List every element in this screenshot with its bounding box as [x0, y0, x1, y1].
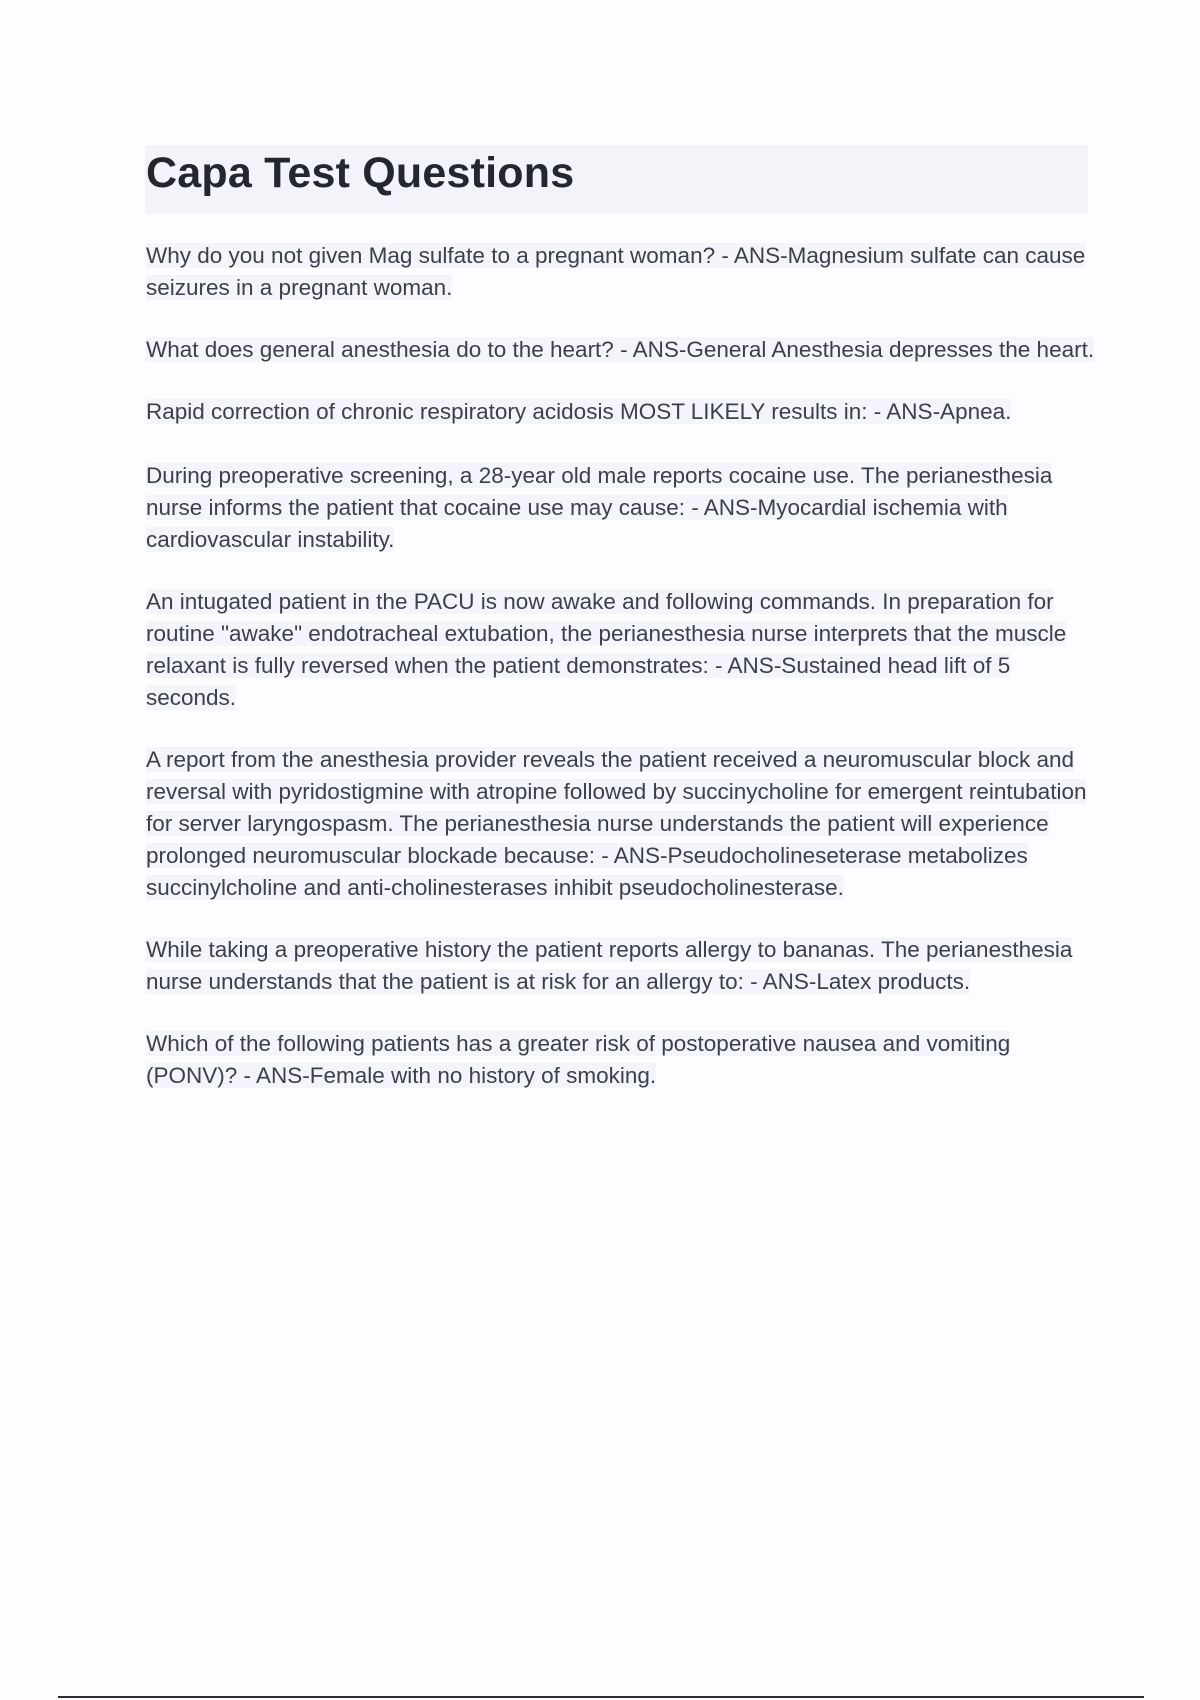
qa-text: During preoperative screening, a 28-year old male reports cocaine use. The perianesthesia nurse informs the patient that cocaine use may cause: - ANS-Myocardial ischemia with cardiovascular instability.	[146, 463, 1053, 552]
footer-rule	[58, 1696, 1144, 1698]
qa-item-6	[146, 744, 1096, 904]
qa-text: While taking a preoperative history the patient reports allergy to bananas. The perianesthesia nurse understands that the patient is at risk for an allergy to: - ANS-Latex products.	[146, 937, 1073, 994]
page-title: Capa Test Questions	[146, 149, 575, 197]
qa-text: Which of the following patients has a greater risk of postoperative nausea and vomiting (PONV)? - ANS-Female with no history of smoking.	[146, 1031, 1011, 1088]
qa-item-1	[146, 240, 1096, 304]
qa-item-3	[146, 396, 1096, 428]
qa-item-2	[146, 334, 1096, 366]
qa-text: What does general anesthesia do to the heart? - ANS-General Anesthesia depresses the heart.	[146, 337, 1095, 362]
qa-item-7	[146, 934, 1096, 998]
qa-text: Rapid correction of chronic respiratory acidosis MOST LIKELY results in: - ANS-Apnea.	[146, 399, 1012, 424]
qa-item-8	[146, 1028, 1096, 1092]
qa-text: A report from the anesthesia provider reveals the patient received a neuromuscular block and reversal with pyridostigmine with atropine followed by succinycholine for emergent reintubation for server laryngospasm. The perianesthesia nurse understands the patient will experience prolonged neuromuscular blockade because: - ANS-Pseudocholineseterase metabolizes succinylcholine and anti-cholinesterases inhibit pseudocholinesterase.	[146, 747, 1087, 900]
qa-item-4	[146, 460, 1096, 556]
qa-item-5	[146, 586, 1096, 714]
question-answer-list	[146, 240, 1096, 1122]
qa-text: An intugated patient in the PACU is now awake and following commands. In preparation for routine "awake" endotracheal extubation, the perianesthesia nurse interprets that the muscle relaxant is fully reversed when the patient demonstrates: - ANS-Sustained head lift of 5 seconds.	[146, 589, 1067, 710]
qa-text: Why do you not given Mag sulfate to a pregnant woman? - ANS-Magnesium sulfate can cause seizures in a pregnant woman.	[146, 243, 1086, 300]
